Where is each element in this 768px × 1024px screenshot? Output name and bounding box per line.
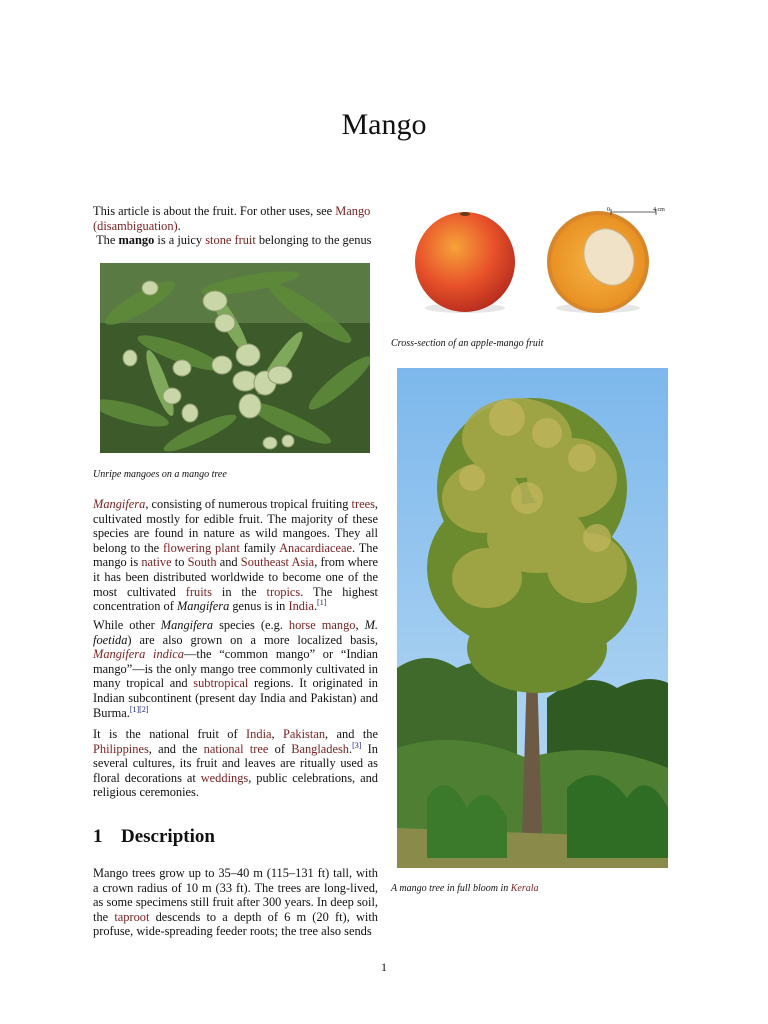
page-number: 1 xyxy=(381,960,387,974)
caption-unripe: Unripe mangoes on a mango tree xyxy=(93,469,227,480)
link-subtropical[interactable]: subtropical xyxy=(193,676,249,691)
page-title: Mango xyxy=(341,108,427,141)
paragraph-4: Mango trees grow up to 35–40 m (115–131 ft) tall, with a crown radius of 10 m (33 ft). The trees are long-lived, as some specimens still fruit after 300 years. In deep soil, the taproot descends to a depth of 6 m (20 ft), with profuse, wide-spreading feeder roots; the tree also sends xyxy=(93,866,378,939)
link-pakistan[interactable]: Pakistan xyxy=(283,727,326,741)
intro-line: The mango is a juicy stone fruit belonging to the genus xyxy=(96,233,372,248)
mango-branch-illustration xyxy=(100,263,370,453)
link-india-2[interactable]: India xyxy=(246,727,272,741)
link-mangifera-indica[interactable]: Mangifera indica xyxy=(93,647,185,662)
caption-cross-section: Cross-section of an apple-mango fruit xyxy=(391,338,544,349)
mango-tree-illustration xyxy=(397,368,668,868)
section-number: 1 xyxy=(93,826,103,847)
link-fruits[interactable]: fruits xyxy=(185,584,212,599)
link-trees[interactable]: trees xyxy=(351,497,375,511)
cross-section-image xyxy=(398,200,668,324)
link-native[interactable]: native xyxy=(141,555,172,570)
unripe-mangoes-image xyxy=(100,263,370,453)
mango-tree-image xyxy=(397,368,668,868)
hatnote: This article is about the fruit. For other uses, see Mango (disambiguation). xyxy=(93,204,371,233)
link-weddings[interactable]: weddings xyxy=(200,770,249,785)
hatnote-block xyxy=(93,204,378,248)
link-bangladesh[interactable]: Bangladesh xyxy=(291,741,349,756)
link-anacardiaceae[interactable]: Anacardiaceae xyxy=(279,540,353,555)
section-title: Description xyxy=(121,826,215,847)
link-taproot[interactable]: taproot xyxy=(114,909,150,924)
link-mangifera[interactable]: Mangifera xyxy=(93,497,146,511)
link-southeast-asia[interactable]: Southeast Asia xyxy=(240,555,315,570)
scale-label-4cm: 4 cm xyxy=(653,207,665,213)
link-horse-mango[interactable]: horse mango xyxy=(288,618,356,632)
scale-label-0: 0 xyxy=(607,207,610,213)
link-national-tree[interactable]: national tree xyxy=(203,741,269,756)
link-flowering-plant[interactable]: flowering plant xyxy=(163,540,240,555)
ref-3[interactable]: [3] xyxy=(352,740,362,750)
apple-mango-illustration xyxy=(398,200,668,324)
link-mango-disambiguation[interactable]: Mango (disambiguation) xyxy=(93,204,371,233)
link-philippines[interactable]: Philippines xyxy=(93,741,149,756)
paragraph-1: Mangifera, consisting of numerous tropical fruiting trees, cultivated mostly for edible fruit. The majority of these species are found in nature as wild mangoes. They all belong to the flowering plant family Anacardiaceae. The mango is native to South and Southeast Asia, from where it has been distributed worldwide to become one of the most cultivated fruits in the tropics. The highest concentration of Mangifera genus is in India.[1] xyxy=(93,497,379,614)
link-south[interactable]: South xyxy=(187,555,217,570)
ref-1-2[interactable]: [1][2] xyxy=(129,704,149,714)
paragraph-3: It is the national fruit of India, Pakistan, and the Philippines, and the national tree of Bangladesh.[3] In several cultures, its fruit and leaves are ritually used as floral decorations at weddings, public celebrations, and religious ceremonies. xyxy=(93,727,379,800)
paragraph-2: While other Mangifera species (e.g. horse mango, M. foetida) are also grown on a more localized basis, Mangifera indica—the “common mango” or “Indian mango”—is the only mango tree commonly cultivated in many tropical and subtropical regions. It originated in Indian subcontinent (present day India and Pakistan) and Burma.[1][2] xyxy=(93,618,379,720)
section-heading-description xyxy=(93,826,215,848)
link-stone-fruit[interactable]: stone fruit xyxy=(205,233,256,248)
link-tropics[interactable]: tropics xyxy=(266,584,301,599)
ref-1[interactable]: [1] xyxy=(317,598,327,608)
link-kerala[interactable]: Kerala xyxy=(510,883,539,894)
link-india[interactable]: India xyxy=(288,599,314,614)
caption-tree: A mango tree in full bloom in Kerala xyxy=(391,883,539,894)
